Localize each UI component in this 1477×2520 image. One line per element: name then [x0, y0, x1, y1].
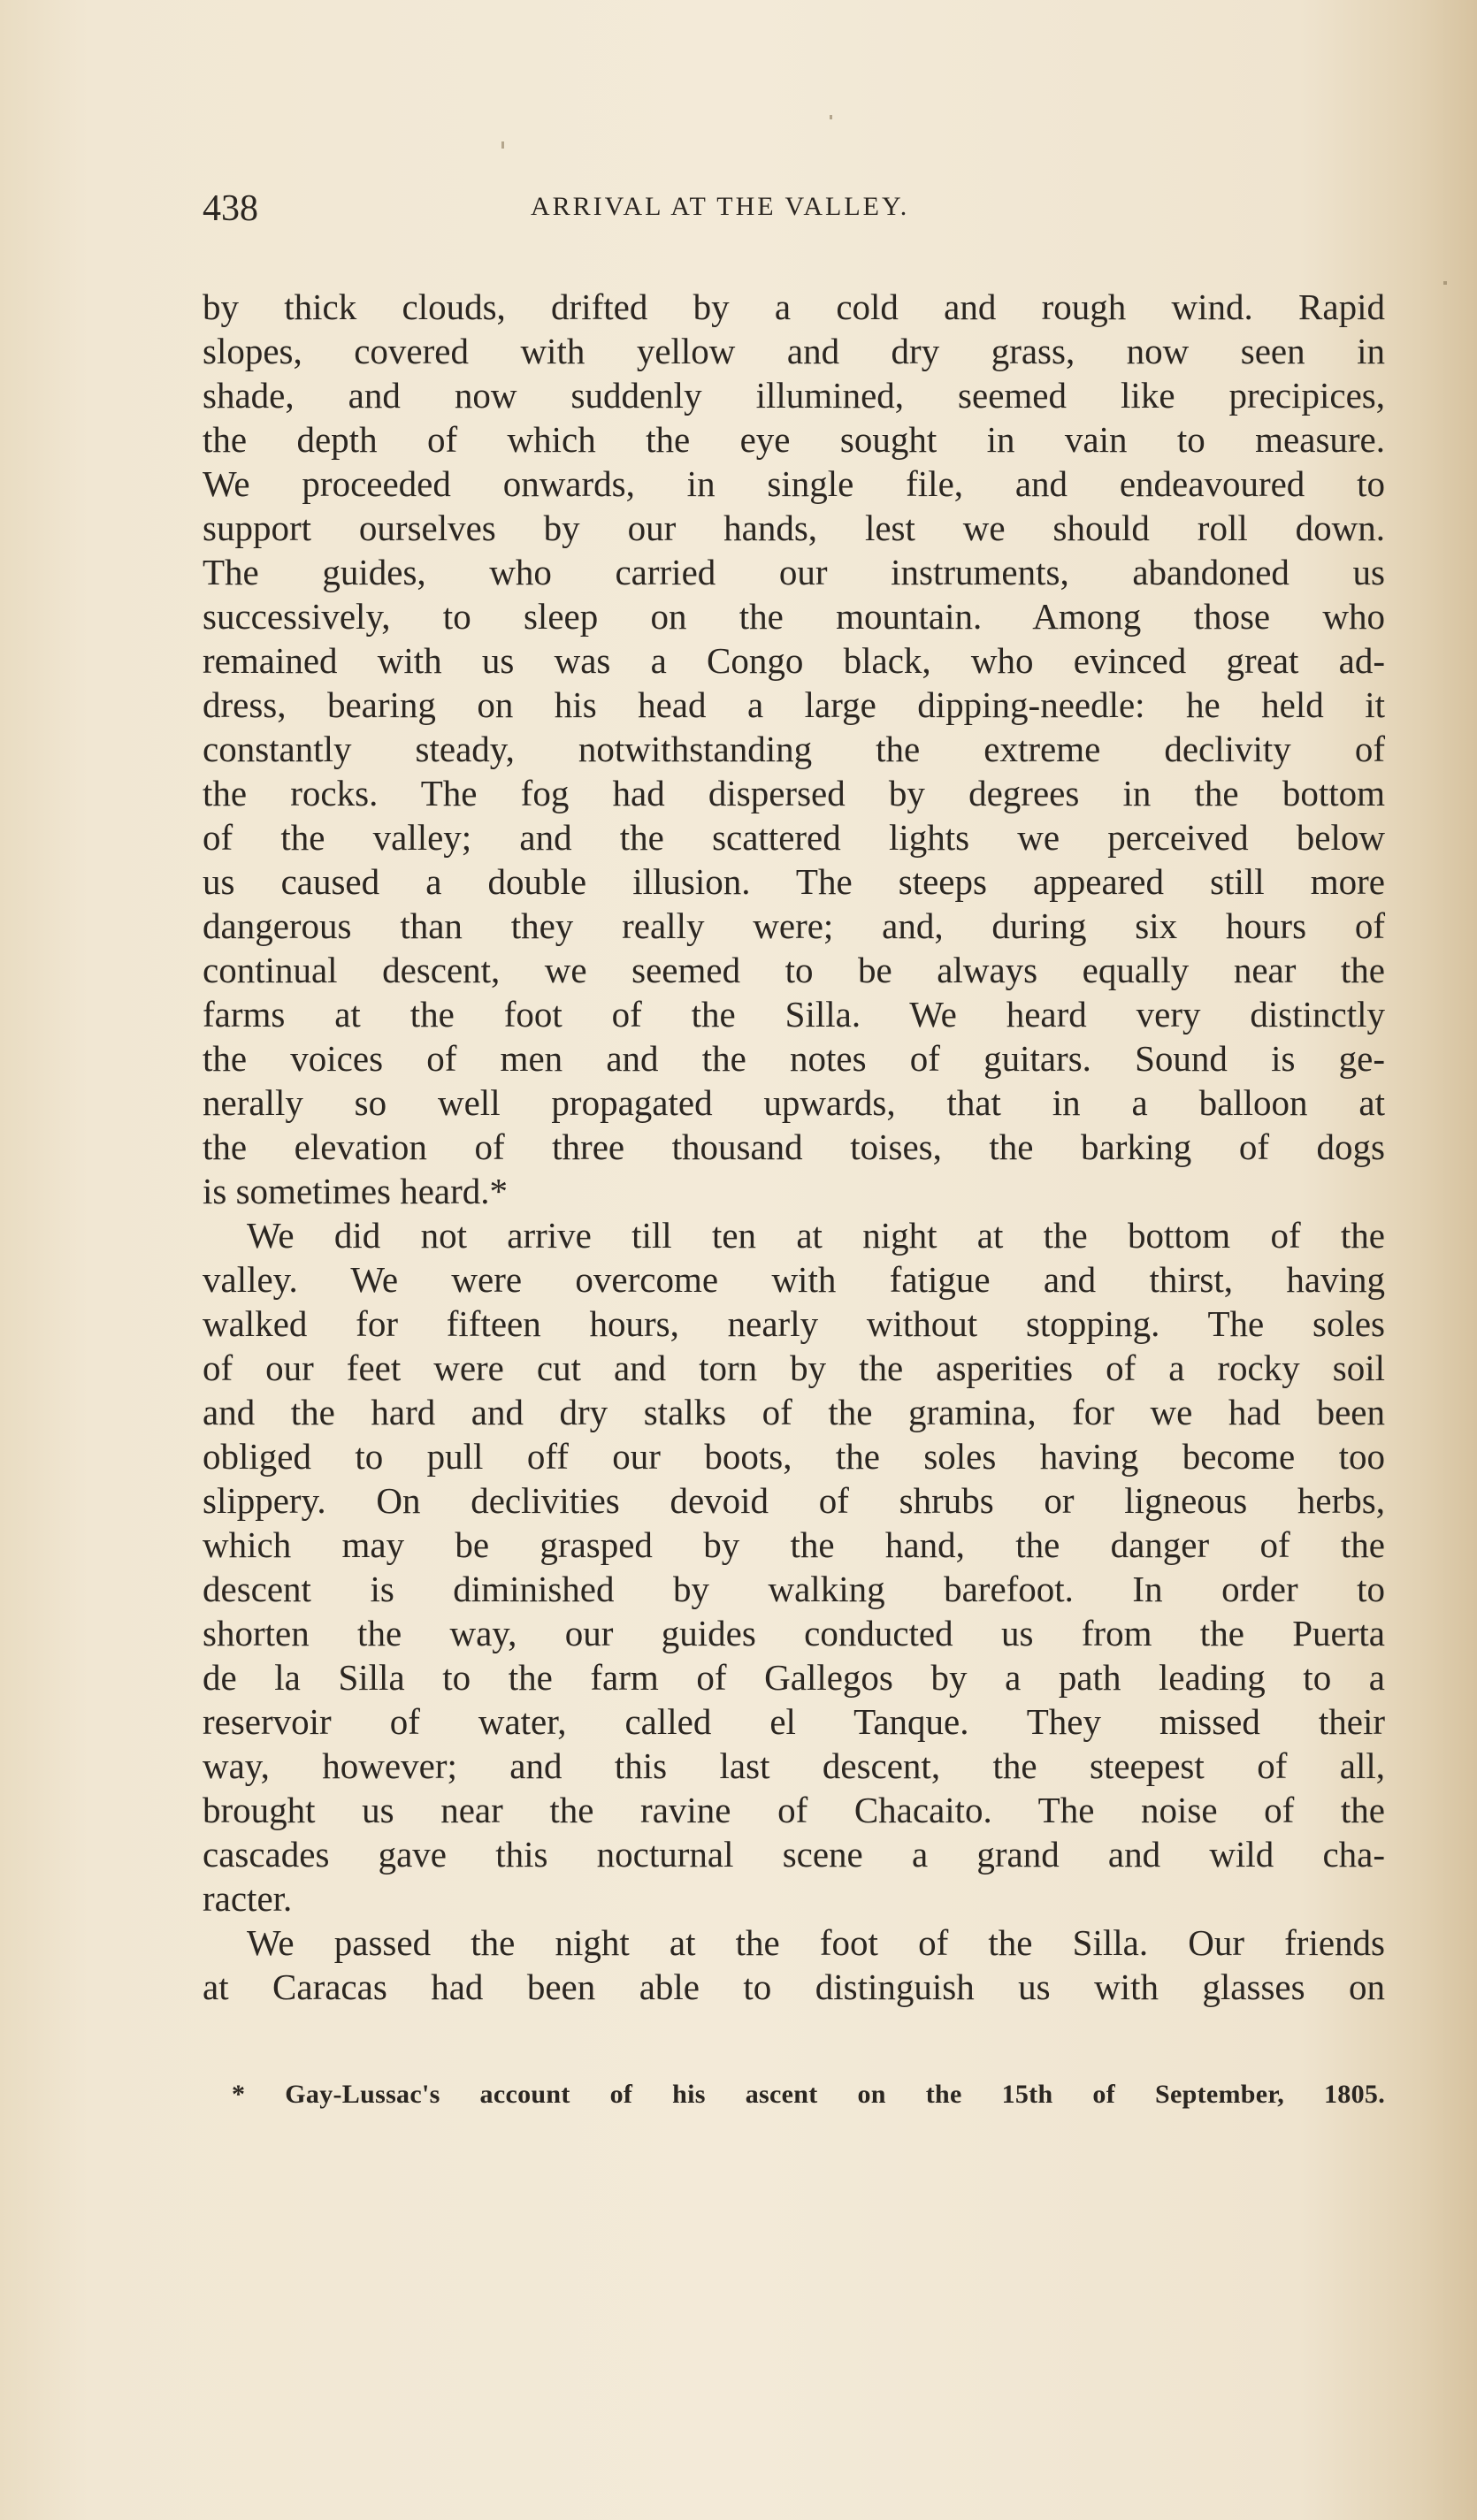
running-title: ARRIVAL AT THE VALLEY. — [531, 192, 910, 221]
text-line: racter. — [203, 1878, 293, 1919]
text-line: reservoir of water, called el Tanque. They missed their — [203, 1701, 1385, 1742]
text-line: We passed the night at the foot of the Silla. Our friends — [247, 1922, 1385, 1963]
text-line: dangerous than they really were; and, during six hours of — [203, 905, 1385, 946]
text-line: nerally so well propagated upwards, that in a balloon at — [203, 1082, 1385, 1123]
text-line: cascades gave this nocturnal scene a grand and wild cha- — [203, 1834, 1385, 1875]
text-line: continual descent, we seemed to be always equally near the — [203, 950, 1385, 990]
text-line: us caused a double illusion. The steeps appeared still more — [203, 861, 1385, 902]
text-line: and the hard and dry stalks of the gramina, for we had been — [203, 1392, 1385, 1432]
paper-speck — [830, 115, 832, 119]
text-line: successively, to sleep on the mountain. Among those who — [203, 596, 1385, 637]
text-line: the depth of which the eye sought in vain to measure. — [203, 419, 1385, 460]
text-line: dress, bearing on his head a large dipping-needle: he held it — [203, 684, 1385, 725]
text-line: constantly steady, notwithstanding the extreme declivity of — [203, 729, 1385, 769]
text-line: slopes, covered with yellow and dry grass, now seen in — [203, 331, 1385, 371]
text-line: We did not arrive till ten at night at the bottom of the — [247, 1215, 1385, 1256]
text-line: remained with us was a Congo black, who evinced great ad- — [203, 640, 1385, 681]
text-line: shorten the way, our guides conducted us from the Puerta — [203, 1613, 1385, 1653]
text-line: by thick clouds, drifted by a cold and rough wind. Rapid — [203, 286, 1385, 327]
page-number: 438 — [203, 188, 258, 229]
text-line: support ourselves by our hands, lest we should roll down. — [203, 508, 1385, 548]
text-line: valley. We were overcome with fatigue and thirst, having — [203, 1259, 1385, 1300]
text-line: obliged to pull off our boots, the soles having become too — [203, 1436, 1385, 1477]
text-line: the rocks. The fog had dispersed by degrees in the bottom — [203, 773, 1385, 813]
text-line: is sometimes heard.* — [203, 1171, 509, 1211]
text-line: the voices of men and the notes of guitars. Sound is ge- — [203, 1038, 1385, 1079]
body-text — [203, 285, 1385, 2009]
text-line: de la Silla to the farm of Gallegos by a path leading to a — [203, 1657, 1385, 1698]
text-line: The guides, who carried our instruments, abandoned us — [203, 552, 1385, 592]
paper-speck — [1443, 281, 1447, 285]
text-line: at Caracas had been able to distinguish us with glasses on — [203, 1966, 1385, 2007]
text-line: farms at the foot of the Silla. We heard very distinctly — [203, 994, 1385, 1035]
text-line: of our feet were cut and torn by the asperities of a rocky soil — [203, 1348, 1385, 1388]
text-line: the elevation of three thousand toises, the barking of dogs — [203, 1126, 1385, 1167]
text-line: descent is diminished by walking barefoot. In order to — [203, 1569, 1385, 1609]
footnote: * Gay-Lussac's account of his ascent on the 15th of September, 1805. — [232, 2080, 1385, 2109]
text-line: We proceeded onwards, in single file, and endeavoured to — [203, 463, 1385, 504]
text-line: which may be grasped by the hand, the danger of the — [203, 1524, 1385, 1565]
text-line: slippery. On declivities devoid of shrubs or ligneous herbs, — [203, 1480, 1385, 1521]
text-line: walked for fifteen hours, nearly without stopping. The soles — [203, 1303, 1385, 1344]
text-line: shade, and now suddenly illumined, seemed like precipices, — [203, 375, 1385, 416]
paper-speck — [501, 141, 504, 149]
text-line: brought us near the ravine of Chacaito. The noise of the — [203, 1790, 1385, 1830]
text-line: way, however; and this last descent, the steepest of all, — [203, 1745, 1385, 1786]
text-line: of the valley; and the scattered lights we perceived below — [203, 817, 1385, 858]
